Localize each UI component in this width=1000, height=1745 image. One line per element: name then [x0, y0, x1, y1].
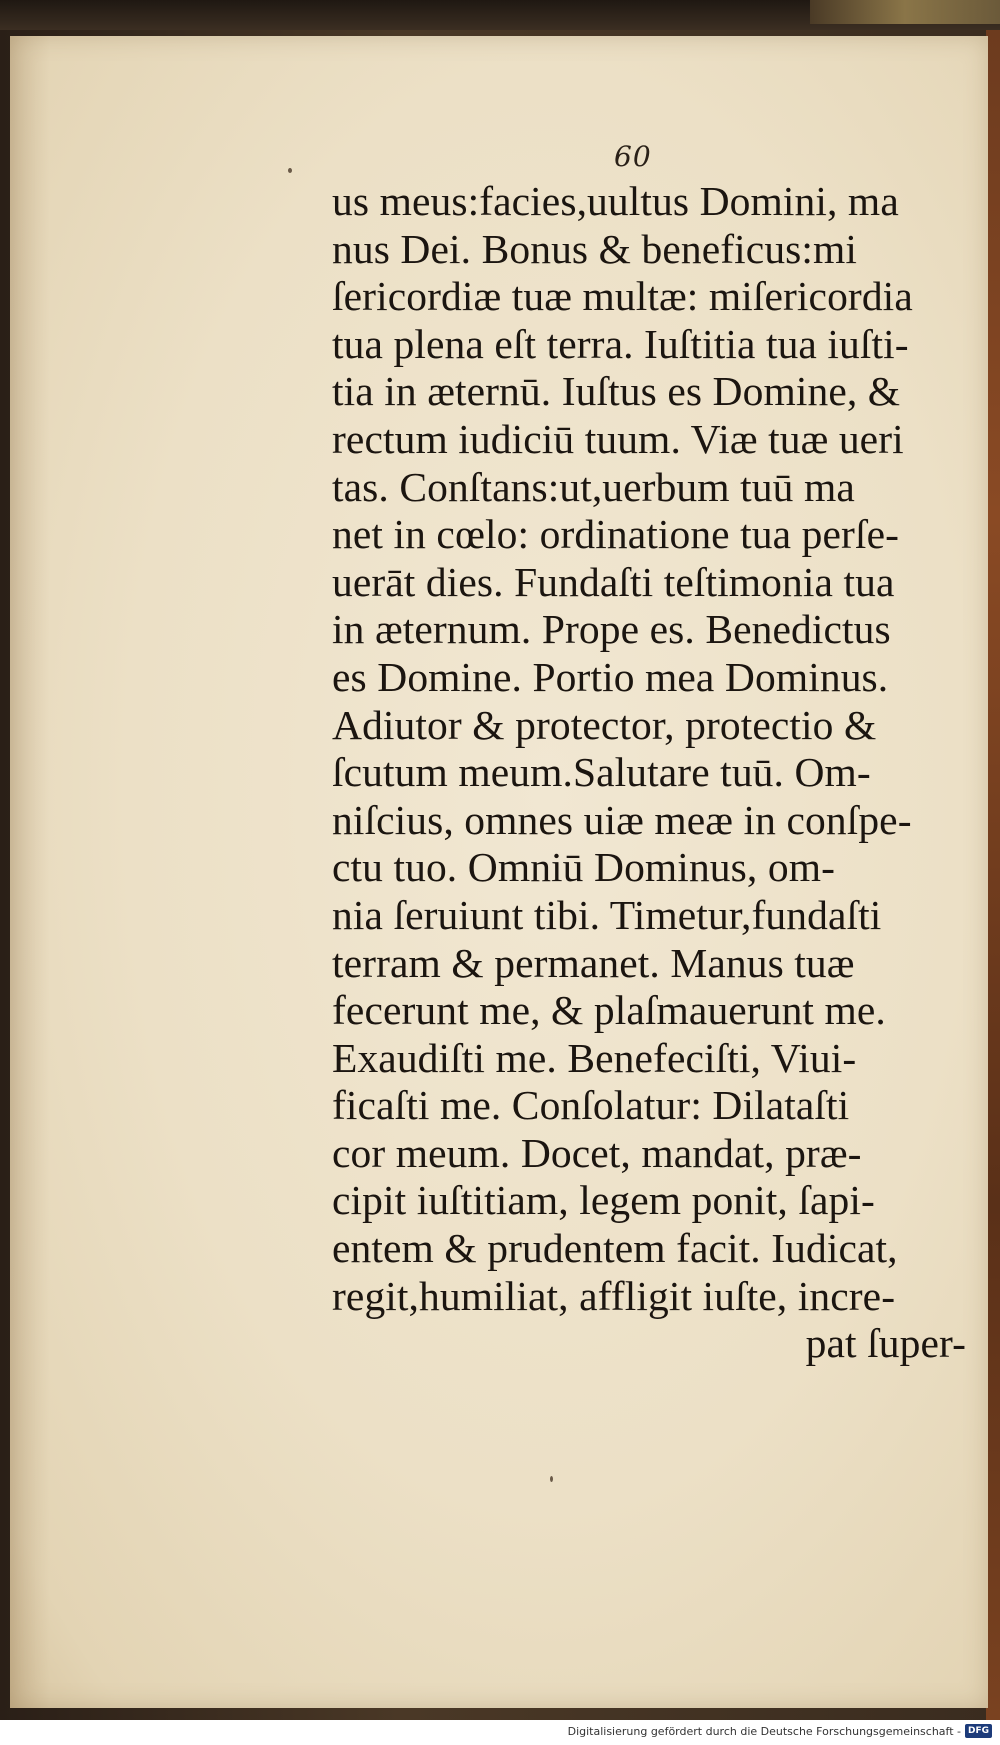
text-line: tia in æternū. Iuſtus es Domine, & [332, 368, 901, 415]
text-line: nia ſeruiunt tibi. Timetur,fundaſti [332, 891, 882, 938]
text-line: uerāt dies. Fundaſti teſtimonia tua [332, 558, 895, 605]
text-block [332, 178, 972, 1368]
book-cover-edge [810, 0, 1000, 24]
text-line: cor meum. Docet, mandat, præ- [332, 1129, 862, 1176]
text-line: tua plena eſt terra. Iuſtitia tua iuſti- [332, 320, 909, 367]
text-line: net in cœlo: ordinatione tua perſe- [332, 511, 900, 558]
page-number: 60 [614, 140, 652, 173]
text-line: Adiutor & protector, protectio & [332, 701, 877, 748]
text-line: entem & prudentem facit. Iudicat, [332, 1225, 898, 1272]
text-line: ctu tuo. Omniū Dominus, om- [332, 844, 835, 891]
dfg-logo-icon: DFG [965, 1724, 992, 1738]
text-line: tas. Conſtans:ut,uerbum tuū ma [332, 463, 855, 510]
text-line: fecerunt me, & plaſmauerunt me. [332, 987, 886, 1034]
text-line: regit,humiliat, affligit iuſte, incre- [332, 1272, 896, 1319]
text-line: ſericordiæ tuæ multæ: miſericordia [332, 273, 913, 320]
page-gutter-shade [10, 36, 50, 1708]
text-line: niſcius, omnes uiæ meæ in conſpe- [332, 796, 912, 843]
text-line: cipit iuſtitiam, legem ponit, ſapi- [332, 1177, 875, 1224]
text-line: in æternum. Prope es. Benedictus [332, 606, 891, 653]
digitization-footer [568, 1721, 992, 1741]
paper-speck [550, 1476, 553, 1482]
text-line: terram & permanet. Manus tuæ [332, 939, 855, 986]
funding-credit: Digitalisierung gefördert durch die Deutsche Forschungsgemeinschaft - [567, 1724, 961, 1738]
text-line: ſcutum meum.Salutare tuū. Om- [332, 749, 871, 796]
text-line: rectum iudiciū tuum. Viæ tuæ ueri [332, 415, 904, 462]
catchword-line: pat ſuper- [805, 1320, 966, 1367]
text-line: Exaudiſti me. Benefeciſti, Viui- [332, 1034, 857, 1081]
paper-speck [288, 168, 292, 173]
text-line: ficaſti me. Conſolatur: Dilataſti [332, 1082, 850, 1129]
text-line: es Domine. Portio mea Dominus. [332, 653, 889, 700]
text-line: us meus:facies,uultus Domini, ma [332, 178, 899, 224]
text-line: nus Dei. Bonus & beneficus:mi [332, 225, 858, 272]
